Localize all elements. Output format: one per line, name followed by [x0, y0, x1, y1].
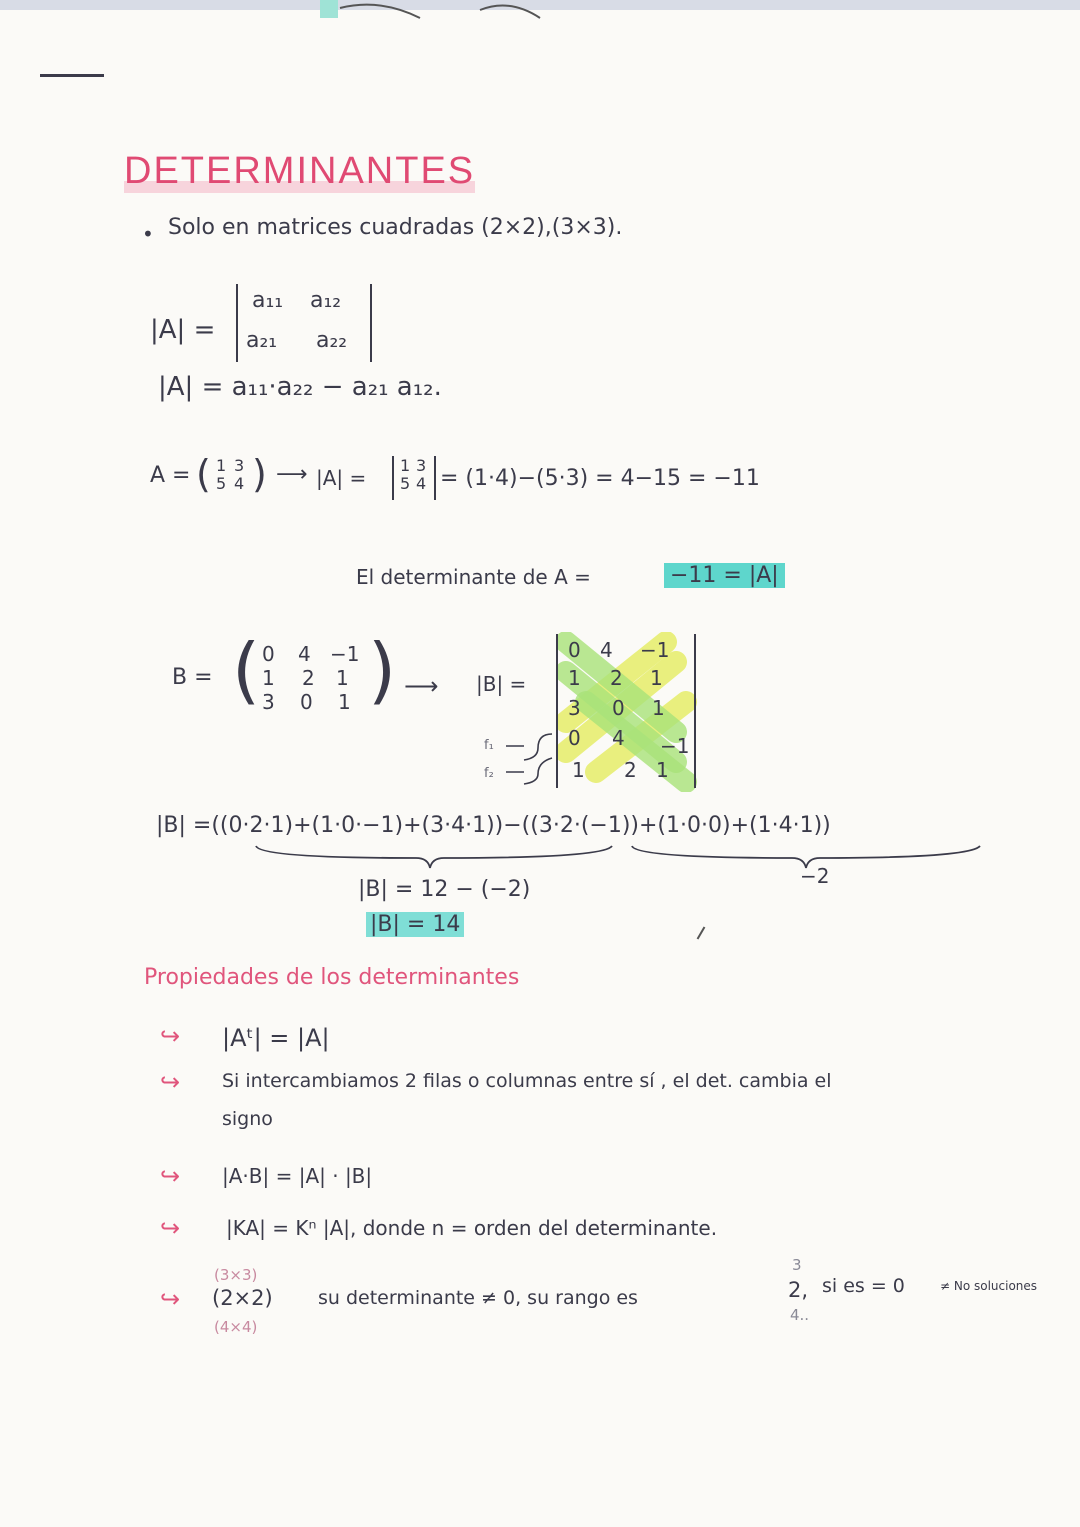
example-b-close-paren: )	[368, 628, 397, 712]
example-b-arrow: ⟶	[404, 672, 439, 700]
row-label-f2: f₂	[484, 766, 494, 781]
bx-r2c1: 1	[568, 666, 581, 690]
b-cell-11: 0	[262, 642, 275, 666]
example-b-lhs: B =	[172, 665, 213, 690]
bullet-dot: •	[142, 222, 154, 246]
property-swap-rows-cont: signo	[222, 1108, 273, 1130]
margin-mark	[40, 74, 104, 77]
example-b-open-paren: (	[232, 628, 261, 712]
b-cell-22: 2	[302, 666, 315, 690]
example-a-det-bars	[392, 456, 436, 500]
a-cell-11: 1	[216, 456, 227, 475]
b-cell-21: 1	[262, 666, 275, 690]
b-cell-33: 1	[338, 690, 351, 714]
arrow-bullet-icon: ↪	[160, 1285, 181, 1313]
bx-r1c2: 4	[600, 638, 613, 662]
bx-r2c3: 1	[650, 666, 663, 690]
property-swap-rows: Si intercambiamos 2 filas o columnas entre sí , el det. cambia el	[222, 1070, 832, 1092]
property-product: |A·B| = |A| · |B|	[222, 1164, 373, 1188]
bx-r5c1: 1	[572, 758, 585, 782]
rank-mid: 2,	[788, 1278, 809, 1302]
rank-bottom: 4..	[790, 1306, 810, 1324]
bx-r5c3: 1	[656, 758, 669, 782]
arrow-bullet-icon: ↪	[160, 1162, 181, 1190]
bx-r3c2: 0	[612, 696, 625, 720]
a-det-cell-11: 1	[400, 456, 411, 475]
def-cell-12: a₁₂	[310, 288, 342, 313]
example-a-arrow: ⟶	[276, 462, 308, 487]
property-transpose: |Aᵗ| = |A|	[222, 1024, 330, 1052]
example-a-lhs: A =	[150, 463, 191, 488]
result-final-highlight: |B| = 14	[366, 912, 464, 937]
arrow-bullet-icon: ↪	[160, 1022, 181, 1050]
row-label-f1: f₁	[484, 738, 494, 753]
b-cell-23: 1	[336, 666, 349, 690]
zero-condition-note: ≠ No soluciones	[940, 1279, 1038, 1293]
rank-condition-text: su determinante ≠ 0, su rango es	[318, 1287, 638, 1309]
example-a-close-paren: )	[252, 452, 267, 496]
example-b-det-lhs: |B| =	[476, 672, 527, 696]
det-a-note: El determinante de A =	[356, 565, 591, 589]
bx-r5c2: 2	[624, 758, 637, 782]
properties-heading: Propiedades de los determinantes	[144, 965, 520, 990]
result-step: |B| = 12 − (−2)	[358, 877, 531, 902]
b-cell-12: 4	[298, 642, 311, 666]
bx-r3c3: 1	[652, 696, 665, 720]
b-cell-13: −1	[330, 642, 360, 666]
definition-lhs: |A| =	[150, 315, 216, 345]
size-top: (3×3)	[214, 1266, 258, 1284]
arrow-bullet-icon: ↪	[160, 1214, 181, 1242]
pen-tick	[697, 926, 706, 939]
top-strip-decoration	[0, 0, 1080, 28]
example-a-det-lhs: |A| =	[316, 466, 367, 490]
bx-r2c2: 2	[610, 666, 623, 690]
bx-r4c1: 0	[568, 726, 581, 750]
zero-condition-text: si es = 0	[822, 1275, 905, 1297]
row-copy-arrows	[500, 730, 558, 790]
bx-r1c3: −1	[640, 638, 670, 662]
example-a-computation: = (1·4)−(5·3) = 4−15 = −11	[440, 466, 760, 491]
size-bottom: (4×4)	[214, 1318, 258, 1336]
a-det-cell-12: 3	[416, 456, 427, 475]
bx-r1c1: 0	[568, 638, 581, 662]
def-cell-21: a₂₁	[246, 328, 278, 353]
intro-text: Solo en matrices cuadradas (2×2),(3×3).	[168, 215, 623, 240]
b-cell-31: 3	[262, 690, 275, 714]
determinant-formula: |A| = a₁₁·a₂₂ − a₂₁ a₁₂.	[158, 372, 442, 402]
bx-r3c1: 3	[568, 696, 581, 720]
a-det-cell-21: 5	[400, 474, 411, 493]
size-mid: (2×2)	[212, 1286, 273, 1310]
page-title: DETERMINANTES	[124, 150, 476, 192]
sarrus-braces	[250, 840, 1010, 880]
def-cell-22: a₂₂	[316, 328, 348, 353]
property-scalar: |KA| = Kⁿ |A|, donde n = orden del determinante.	[226, 1216, 718, 1240]
a-cell-12: 3	[234, 456, 245, 475]
a-cell-21: 5	[216, 474, 227, 493]
bx-r4c3: −1	[660, 734, 690, 758]
rank-top: 3	[792, 1256, 802, 1274]
example-a-open-paren: (	[196, 452, 211, 496]
def-cell-11: a₁₁	[252, 288, 284, 313]
det-a-value-highlight: −11 = |A|	[664, 563, 785, 588]
sarrus-expansion: |B| =((0·2·1)+(1·0·−1)+(3·4·1))−((3·2·(−1))+(1·0·0)+(1·4·1))	[156, 813, 831, 838]
arrow-bullet-icon: ↪	[160, 1068, 181, 1096]
a-det-cell-22: 4	[416, 474, 427, 493]
sarrus-brace-right-value: −2	[800, 864, 830, 888]
a-cell-22: 4	[234, 474, 245, 493]
bx-r4c2: 4	[612, 726, 625, 750]
b-cell-32: 0	[300, 690, 313, 714]
